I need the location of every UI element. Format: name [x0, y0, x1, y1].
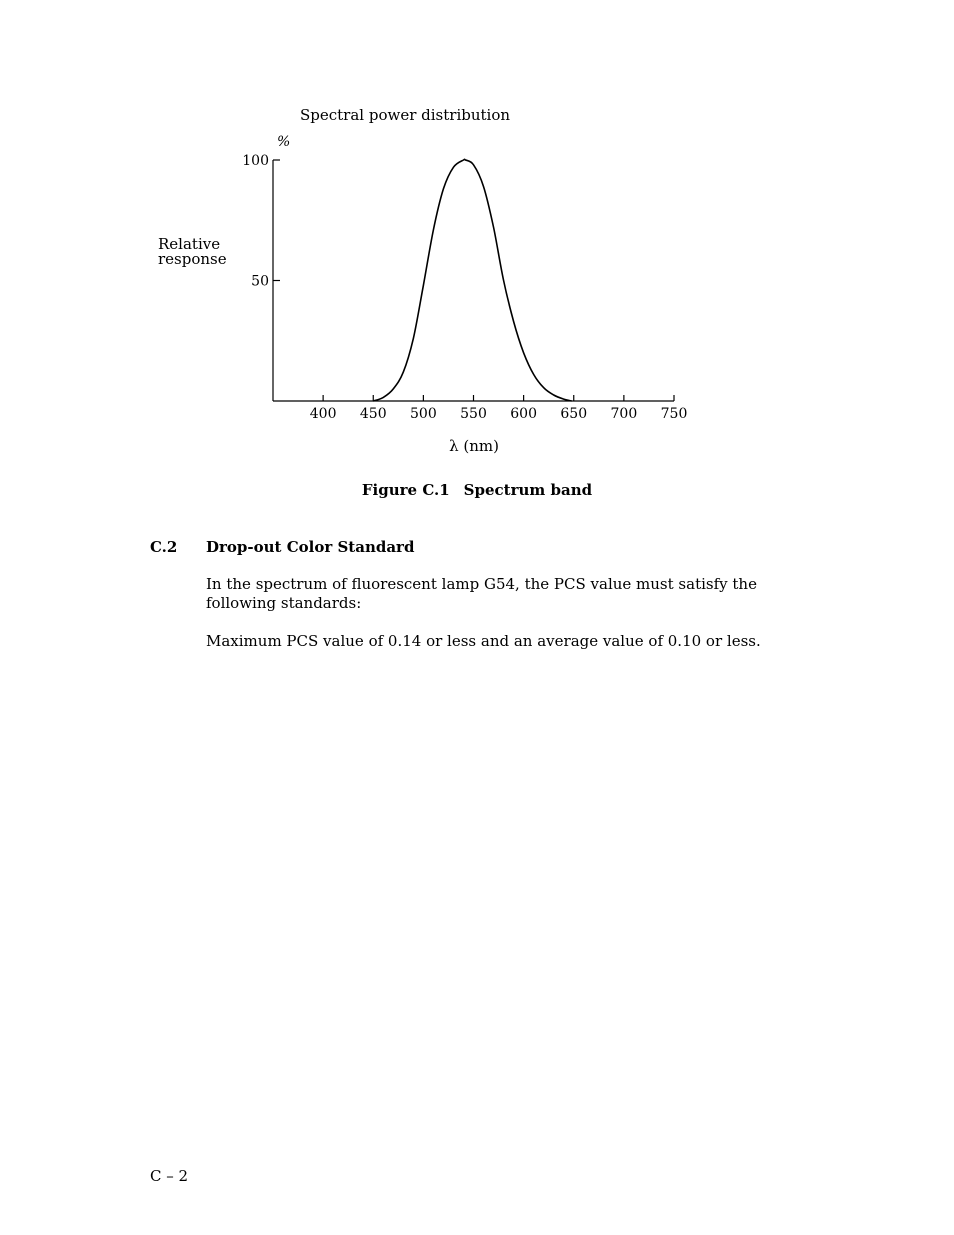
x-tick-label: 600: [510, 406, 537, 422]
x-tick-label: 400: [309, 406, 337, 422]
y-tick-label: 100: [242, 153, 269, 169]
y-axis-label-line-1: Relative: [158, 235, 221, 253]
x-tick-label: 500: [410, 406, 437, 422]
chart-title: Spectral power distribution: [300, 106, 511, 124]
x-tick-label: 450: [359, 406, 387, 422]
y-tick-label: 50: [251, 273, 269, 290]
figure-caption: [0, 481, 954, 499]
section-title: Drop-out Color Standard: [206, 538, 415, 556]
x-tick-label: 700: [610, 406, 638, 422]
x-axis-label: λ (nm): [449, 437, 499, 455]
x-tick-label: 650: [560, 406, 588, 422]
y-unit-label: %: [277, 134, 291, 150]
figure-number: Figure C.1: [361, 481, 450, 499]
section-paragraph: In the spectrum of fluorescent lamp G54, the PCS value must satisfy the following standards:: [206, 575, 757, 612]
spectrum-chart: [0, 0, 954, 470]
spectral-curve: [373, 159, 571, 401]
x-tick-label: 750: [660, 406, 688, 422]
y-axis-ticks: [242, 153, 280, 290]
figure-title: Spectrum band: [463, 481, 593, 499]
section-number: C.2: [150, 538, 178, 556]
page-number: C – 2: [150, 1167, 189, 1185]
section-paragraph: Maximum PCS value of 0.14 or less and an average value of 0.10 or less.: [206, 632, 761, 650]
x-axis-ticks: [310, 395, 688, 422]
x-tick-label: 550: [460, 406, 487, 422]
y-axis-label-line-2: response: [158, 250, 227, 268]
